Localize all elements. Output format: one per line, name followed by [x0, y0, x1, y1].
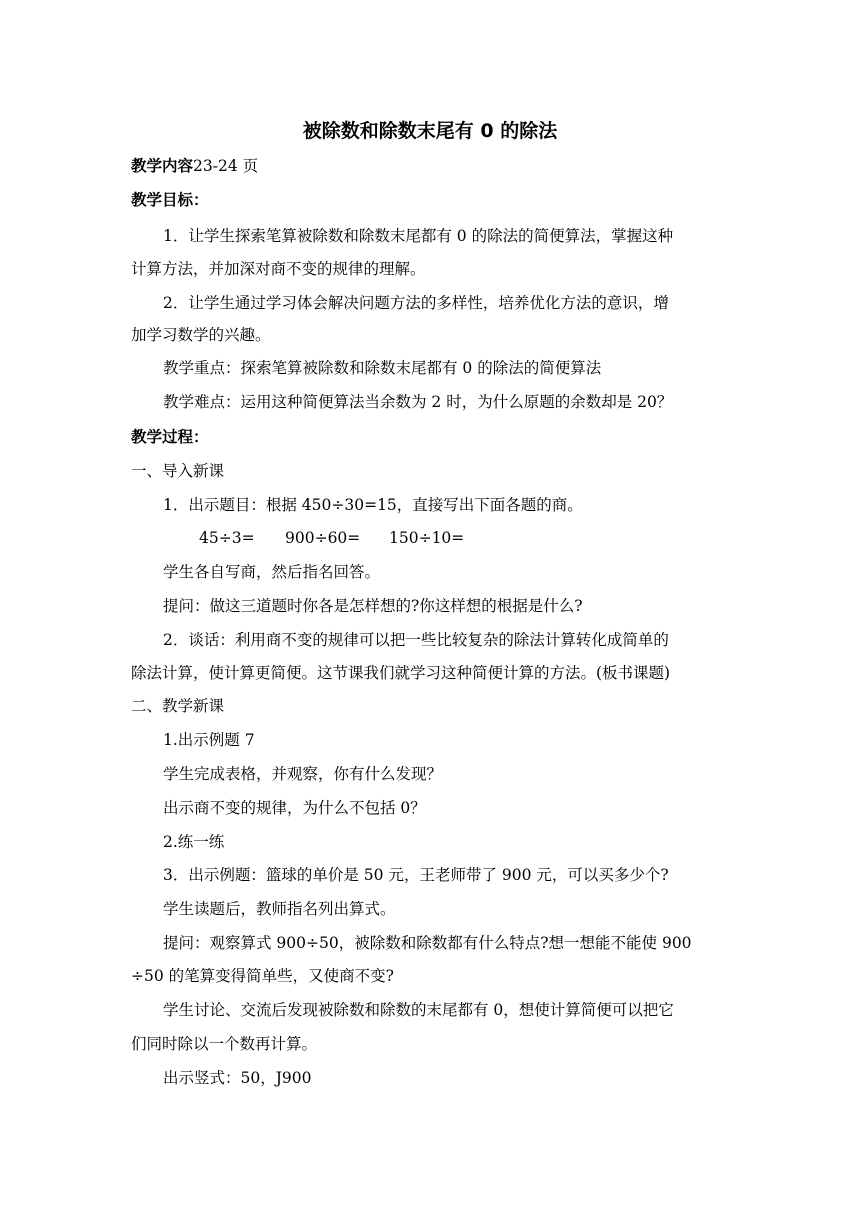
section-2-para-5-line-2: 们同时除以一个数再计算。 [131, 1035, 318, 1053]
calc-row [199, 527, 799, 549]
goal-1-line-2: 计算方法，并加深对商不变的规律的理解。 [131, 260, 426, 278]
calc-1: 45÷3= [199, 529, 255, 547]
process-heading: 教学过程： [131, 428, 209, 446]
section-2-para-4-line-2: ÷50 的笔算变得简单些，又使商不变? [131, 967, 394, 985]
key-point: 教学重点：探索笔算被除数和除数末尾都有 0 的除法的简便算法 [163, 359, 602, 377]
section-2-para-3: 学生读题后，教师指名列出算式。 [163, 900, 396, 918]
section-2-para-1: 学生完成表格，并观察，你有什么发现？ [163, 765, 443, 783]
section-2-item-3: 3．出示例题：篮球的单价是 50 元，王老师带了 900 元，可以买多少个? [163, 866, 669, 884]
content-label: 教学内容 [131, 157, 194, 175]
section-2-para-2: 出示商不变的规律，为什么不包括 0？ [163, 799, 426, 817]
section-2-para-5-line-1: 学生讨论、交流后发现被除数和除数的末尾都有 0，想使计算简便可以把它 [163, 1001, 674, 1019]
section-1-para-1: 学生各自写商，然后指名回答。 [163, 563, 381, 581]
calc-3: 150÷10= [389, 529, 465, 547]
goal-1-line-1: 1．让学生探索笔算被除数和除数末尾都有 0 的除法的简便算法，掌握这种 [163, 227, 674, 245]
section-2-item-2: 2.练一练 [163, 833, 225, 851]
section-1-heading: 一、导入新课 [131, 462, 225, 480]
teaching-content-line [131, 155, 731, 177]
goal-2-line-1: 2．让学生通过学习体会解决问题方法的多样性，培养优化方法的意识，增 [163, 294, 669, 312]
calc-2: 900÷60= [285, 529, 361, 547]
goals-heading: 教学目标： [131, 191, 209, 209]
section-2-para-6: 出示竖式：50，J900 [163, 1069, 312, 1087]
section-1-item-1: 1．出示题目：根据 450÷30=15，直接写出下面各题的商。 [163, 496, 583, 514]
difficulty-point: 教学难点：运用这种简便算法当余数为 2 时，为什么原题的余数却是 20？ [163, 393, 673, 411]
content-pages: 23-24 页 [193, 157, 259, 175]
page-title: 被除数和除数末尾有 0 的除法 [302, 120, 558, 142]
section-2-heading: 二、教学新课 [131, 697, 225, 715]
section-1-para-2: 提问：做这三道题时你各是怎样想的?你这样想的根据是什么? [163, 597, 583, 615]
goal-2-line-2: 加学习数学的兴趣。 [131, 326, 271, 344]
section-1-item-2-line-1: 2．谈话：利用商不变的规律可以把一些比较复杂的除法计算转化成简单的 [163, 631, 669, 649]
section-2-item-1: 1.出示例题 7 [163, 731, 255, 749]
section-1-item-2-line-2: 除法计算，使计算更简便。这节课我们就学习这种简便计算的方法。(板书课题) [131, 664, 671, 682]
section-2-para-4-line-1: 提问：观察算式 900÷50，被除数和除数都有什么特点?想一想能不能使 900 [163, 934, 692, 952]
